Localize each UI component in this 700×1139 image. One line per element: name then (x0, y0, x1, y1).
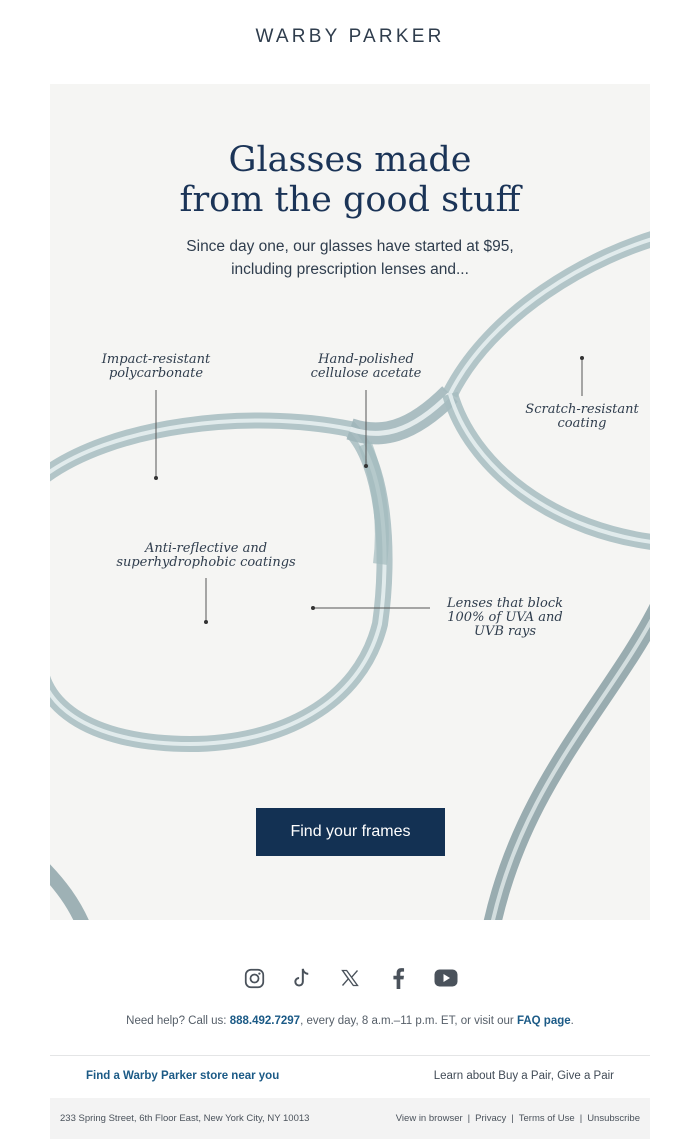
callout-text: Hand-polished (318, 352, 414, 367)
social-links (0, 966, 700, 990)
callout-text: Impact-resistant (101, 352, 211, 367)
separator: | (579, 1113, 583, 1124)
headline-line-2: from the good stuff (179, 180, 521, 220)
callout-impact-resistant (86, 353, 226, 381)
separator: | (467, 1113, 471, 1124)
callout-dot-scratch (580, 356, 584, 360)
help-suffix: . (570, 1015, 574, 1027)
callout-anti-reflective (106, 542, 306, 570)
callout-uv-lenses (435, 597, 575, 639)
callout-text: Scratch-resistant (525, 402, 639, 417)
facebook-icon[interactable] (386, 966, 410, 990)
callout-dot-uv (311, 606, 315, 610)
hero-subhead (50, 235, 650, 281)
hero-headline (50, 140, 650, 220)
brand-logo[interactable]: WARBY PARKER (255, 26, 445, 47)
phone-link[interactable]: 888.492.7297 (229, 1015, 301, 1027)
divider (50, 1055, 650, 1056)
callout-dot-impact (154, 476, 158, 480)
subhead-line-2: including prescription lenses and... (231, 261, 469, 278)
buy-a-pair-link[interactable]: Learn about Buy a Pair, Give a Pair (433, 1070, 614, 1082)
callout-hand-polished (296, 353, 436, 381)
privacy-link[interactable]: Privacy (475, 1113, 507, 1124)
callout-text: UVB rays (473, 624, 536, 639)
callout-text: polycarbonate (108, 366, 204, 381)
callout-text: 100% of UVA and (447, 610, 563, 625)
help-text (0, 1015, 700, 1027)
faq-link[interactable]: FAQ page (516, 1015, 571, 1027)
callout-text: coating (557, 416, 607, 431)
youtube-icon[interactable] (434, 966, 458, 990)
footer-utility-links (396, 1113, 640, 1124)
callout-text: Anti-reflective and (144, 541, 268, 556)
instagram-icon[interactable] (242, 966, 266, 990)
hero-banner (50, 84, 650, 920)
find-your-frames-button[interactable]: Find your frames (256, 808, 445, 856)
callout-text: Lenses that block (446, 596, 564, 611)
store-locator-link[interactable]: Find a Warby Parker store near you (86, 1070, 280, 1082)
footer-links-row (50, 1070, 650, 1086)
company-address: 233 Spring Street, 6th Floor East, New York City, NY 10013 (60, 1113, 310, 1124)
callout-scratch-resistant (514, 403, 650, 431)
callout-dot-hand (364, 464, 368, 468)
callout-text: cellulose acetate (310, 366, 422, 381)
callout-text: superhydrophobic coatings (116, 555, 296, 570)
help-prefix: Need help? Call us: (126, 1015, 230, 1027)
help-middle: , every day, 8 a.m.–11 p.m. ET, or visit our (300, 1015, 517, 1027)
subhead-line-1: Since day one, our glasses have started at $95, (186, 238, 514, 255)
separator: | (511, 1113, 514, 1124)
headline-line-1: Glasses made (228, 140, 472, 180)
tiktok-icon[interactable] (290, 966, 314, 990)
view-in-browser-link[interactable]: View in browser (395, 1113, 463, 1124)
unsubscribe-link[interactable]: Unsubscribe (587, 1113, 640, 1124)
terms-link[interactable]: Terms of Use (518, 1113, 575, 1124)
footer-bar (50, 1098, 650, 1139)
x-icon[interactable] (338, 966, 362, 990)
callout-dot-anti (204, 620, 208, 624)
